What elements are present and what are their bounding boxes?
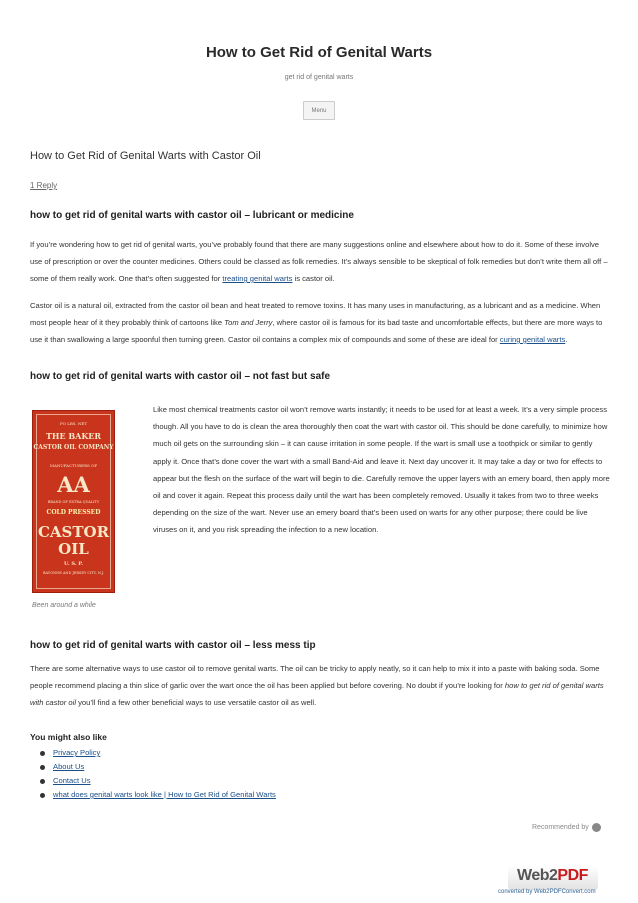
image-caption: Been around a while (32, 602, 96, 609)
menu-button[interactable]: Menu (303, 101, 335, 120)
castor-oil-paragraph: Castor oil is a natural oil, extracted from the castor oil bean and heat treated to remove toxins. It has many uses in manufacturing, as a lubricant and as a medicine. When most people hear of it they probably think of cartoons like Tom and Jerry, where castor oil is famous for its bad taste and uncomfortable effects, but there are more ways to use it than swallowing a large spoonful then turning green. Castor oil contains a complex mix of compounds and some of these are ideal for curing genital warts. (30, 301, 603, 344)
recommender-logo-icon (592, 823, 601, 832)
list-item (40, 774, 276, 788)
reply-link[interactable]: 1 Reply (30, 181, 58, 190)
converted-by-link[interactable]: converted by Web2PDFConvert.com (498, 889, 596, 895)
site-tagline: get rid of genital warts (284, 74, 354, 81)
process-paragraph: Like most chemical treatments castor oil won’t remove warts instantly; it needs to be used for at least a week. It’s a very simple process though. All you have to do is clean the area thoroughly then coat the wart with castor oil. This should be done carefully, to minimize how much oil gets on the surrounding skin – it can cause irritation in some people. If the wart is small use a toothpick or similar to gently apply it. Once that’s done cover the wart with a small Band-Aid and leave it. Next day uncover it. It may take a day or two for effects to appear but the flesh on the surface of the wart will begin to die. Carefully remove the upper layers with an emery board, then apply more oil and cover it again. Repeat this process daily until the wart has been completely removed. Usually it takes from two to three weeks depending on the size of the wart. Never use an emery board that’s been used on warts for any other purpose; there could be live viruses on it, and you risk spreading the infection to a new location. (153, 405, 610, 535)
privacy-policy-link[interactable]: Privacy Policy (53, 748, 101, 757)
treating-genital-warts-link[interactable]: treating genital warts (222, 274, 293, 283)
castor-oil-label-image: PO LBS. NET THE BAKER CASTOR OIL COMPANY MANUFACTURERS OF AA BRAND OF EXTRA QUALITY COLD PRESSED CASTOR OIL U. S. P. BAYONNE AND JERSEY CITY, N.J. (32, 410, 115, 593)
recommended-by[interactable]: Recommended by (532, 823, 601, 832)
section-heading-lubricant: how to get rid of genital warts with castor oil – lubricant or medicine (30, 210, 354, 221)
web2pdf-logo[interactable]: Web2PDF (508, 866, 598, 890)
site-title[interactable]: How to Get Rid of Genital Warts (205, 44, 433, 61)
intro-paragraph: If you’re wondering how to get rid of genital warts, you’ve probably found that there are many suggestions online and elsewhere about how to do it. Some of these involve use of prescription or over the counter medicines. Others could be classed as folk remedies. It’s always sensible to be skeptical of folk remedies but don’t write them all off – some of them really work. One that’s often suggested for treating genital warts is castor oil. (30, 240, 608, 283)
related-list (40, 746, 276, 802)
list-item (40, 760, 276, 774)
related-heading: You might also like (30, 732, 107, 742)
contact-us-link[interactable]: Contact Us (53, 776, 91, 785)
about-us-link[interactable]: About Us (53, 762, 85, 771)
list-item (40, 788, 276, 802)
genital-warts-look-like-link[interactable]: what does genital warts look like | How to Get Rid of Genital Warts (53, 790, 276, 799)
post-title: How to Get Rid of Genital Warts with Castor Oil (30, 150, 261, 162)
list-item (40, 746, 276, 760)
tip-paragraph: There are some alternative ways to use castor oil to remove genital warts. The oil can be tricky to apply neatly, so it can help to mix it into a paste with baking soda. Some people recommend placing a thin slice of garlic over the wart once the oil has been applied but before covering. No doubt if you’re looking for how to get rid of genital warts with castor oil you’ll find a few other beneficial ways to use versatile castor oil as well. (30, 664, 604, 707)
curing-genital-warts-link[interactable]: curing genital warts (499, 335, 566, 344)
section-heading-less-mess: how to get rid of genital warts with castor oil – less mess tip (30, 640, 316, 651)
section-heading-not-fast: how to get rid of genital warts with castor oil – not fast but safe (30, 371, 331, 382)
